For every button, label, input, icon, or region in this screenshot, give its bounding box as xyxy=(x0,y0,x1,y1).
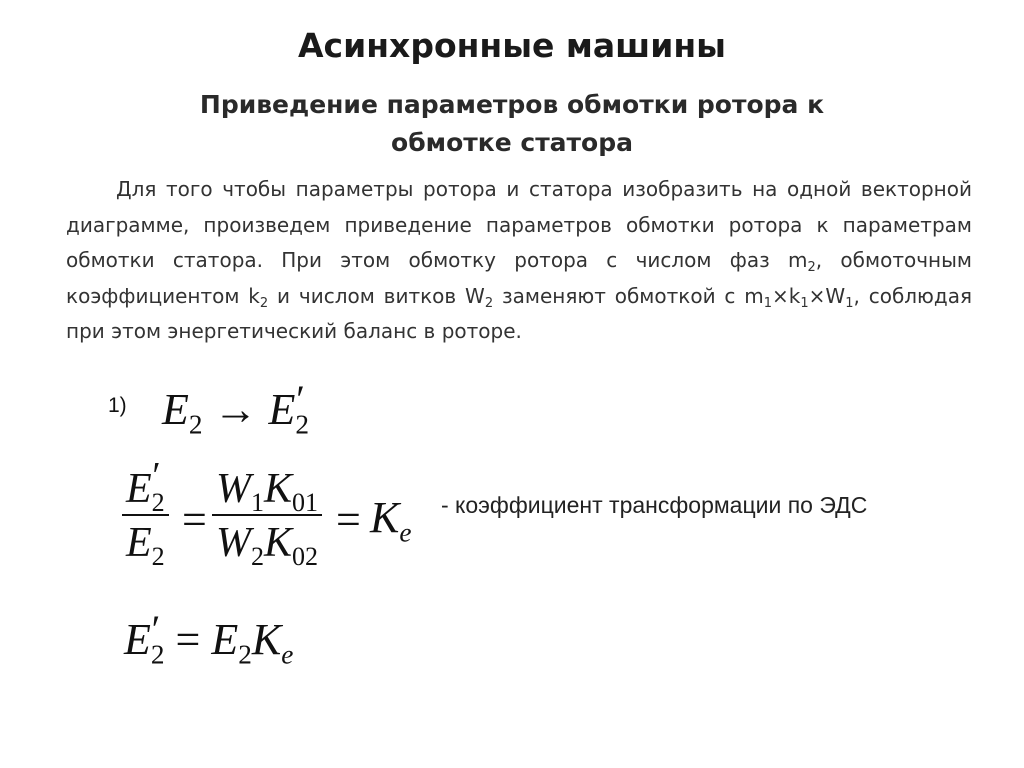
para-text-5: ×k xyxy=(772,283,801,308)
equals-sign-2: = xyxy=(336,495,361,544)
ke-k: K xyxy=(370,493,400,542)
f3-lhs: E xyxy=(124,615,151,664)
para-sub-w1: 1 xyxy=(845,295,854,311)
frac1-denominator xyxy=(122,516,169,572)
frac2-denominator xyxy=(212,516,322,572)
frac2-num-w-sub: 1 xyxy=(251,488,265,518)
para-text-4: заменяют обмоткой с m xyxy=(493,283,764,308)
f3-k: K xyxy=(251,615,282,664)
frac2-numerator xyxy=(212,468,322,516)
frac1-num-prime: ′ xyxy=(152,454,161,497)
para-text-7: , соблюдая при этом энергетический баланс в роторе. xyxy=(66,283,973,343)
f3-k-sub: e xyxy=(281,639,294,670)
para-sub-k2: 2 xyxy=(259,295,269,311)
frac2-num-k-sub: 01 xyxy=(292,488,319,518)
slide-title: Асинхронные машины xyxy=(298,26,726,65)
subtitle-line-1: Приведение параметров обмотки ротора к xyxy=(199,90,825,119)
frac1-num-sub: 2 xyxy=(151,488,165,518)
f3-equals: = xyxy=(175,615,201,664)
para-sub-m1: 1 xyxy=(763,295,773,311)
f1-rhs: E xyxy=(268,385,296,434)
slide-subtitle xyxy=(0,86,1024,162)
frac2-den-w: W xyxy=(216,520,251,566)
body-paragraph xyxy=(66,172,972,350)
ke-description: - коэффициент трансформации по ЭДС xyxy=(441,492,868,518)
f3-lhs-sub: 2 xyxy=(150,639,165,670)
para-text-2: , обмоточным коэффициентом k xyxy=(66,248,972,308)
frac2-den-k: K xyxy=(264,520,293,566)
f1-rhs-prime: ′ xyxy=(296,377,305,422)
arrow-right-icon: → xyxy=(213,385,258,434)
para-text-1: Для того чтобы параметры ротора и статора изобразить на одной векторной диаграмме, произведем приведение параметров обмотки ротора к параметрам обмотки статора. При этом обмотку ротора с числом фаз m xyxy=(66,177,972,272)
subtitle-line-2: обмотке статора xyxy=(391,128,633,157)
frac1-den-sub: 2 xyxy=(151,542,165,572)
para-sub-w2: 2 xyxy=(484,295,494,311)
frac1-num-e: E xyxy=(126,466,152,512)
frac1-numerator xyxy=(122,454,169,518)
ke-sub: e xyxy=(399,517,412,548)
fraction-w1k01-over-w2k02 xyxy=(212,466,322,572)
formula-e2prime-equals-e2ke xyxy=(124,607,294,670)
fraction-e2prime-over-e2 xyxy=(122,454,169,572)
para-text-3: и числом витков W xyxy=(268,283,485,308)
f1-lhs: E xyxy=(162,385,189,434)
f3-e: E xyxy=(211,615,239,664)
para-sub-k1: 1 xyxy=(800,295,809,311)
frac2-num-k: K xyxy=(264,466,293,512)
frac1-den-e: E xyxy=(126,520,152,566)
item-number: 1) xyxy=(108,394,127,417)
formula-e2-to-e2-prime xyxy=(162,377,310,440)
f1-rhs-sub: 2 xyxy=(295,409,310,440)
formula-ke xyxy=(370,492,412,548)
frac2-den-k-sub: 02 xyxy=(292,542,319,572)
frac2-num-w: W xyxy=(216,466,251,512)
equals-sign-1: = xyxy=(182,495,207,544)
para-text-6: ×W xyxy=(808,283,846,308)
f3-e-sub: 2 xyxy=(238,639,252,670)
frac2-den-w-sub: 2 xyxy=(251,542,265,572)
para-sub-m2: 2 xyxy=(807,260,816,275)
f1-lhs-sub: 2 xyxy=(188,409,203,440)
f3-lhs-prime: ′ xyxy=(151,607,161,652)
